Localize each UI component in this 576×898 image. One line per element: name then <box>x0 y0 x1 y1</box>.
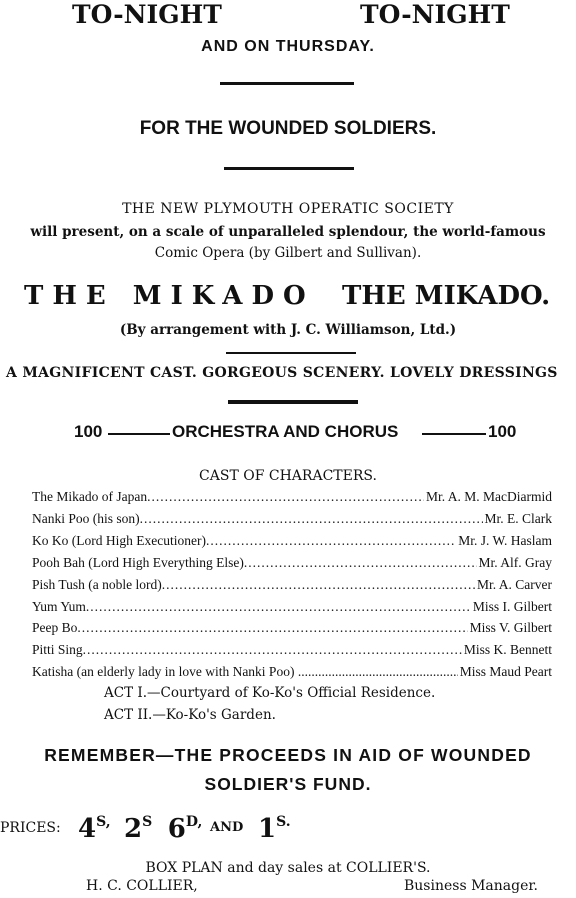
price-and: AND <box>210 820 244 835</box>
act-one: ACT I.—Courtyard of Ko-Ko's Official Residence. <box>104 685 436 701</box>
orchestra-dash-right <box>422 433 486 435</box>
divider-2 <box>224 167 354 170</box>
cast-actor: Mr. J. W. Haslam <box>458 533 552 548</box>
price-two-six: 2S 6D, <box>124 814 203 844</box>
cast-role: Pooh Bah (Lord High Everything Else) <box>32 555 244 570</box>
prices-label: PRICES: <box>0 820 61 836</box>
cast-row <box>32 511 552 527</box>
cast-row <box>32 664 552 680</box>
cast-role: Nanki Poo (his son) <box>32 511 140 526</box>
remember-line-1: REMEMBER—THE PROCEEDS IN AID OF WOUNDED <box>44 745 532 765</box>
cast-actor: Mr. A. M. MacDiarmid <box>426 489 552 504</box>
cast-actor: Miss Maud Peart <box>459 664 552 679</box>
cast-actor: Miss K. Bennett <box>463 642 552 657</box>
tonight-header <box>0 0 576 30</box>
orchestra-dash-left <box>108 433 170 435</box>
cast-actor: Mr. A. Carver <box>477 577 552 592</box>
cast-actor: Miss I. Gilbert <box>472 599 552 614</box>
cast-row <box>32 533 552 549</box>
cast-role: Pish Tush (a noble lord) <box>32 577 162 592</box>
cast-row <box>32 599 552 615</box>
price-four: 4S, <box>78 814 111 844</box>
remember-line-2: SOLDIER'S FUND. <box>204 774 372 794</box>
price-one: 1S. <box>258 814 291 844</box>
box-plan-line: BOX PLAN and day sales at COLLIER'S. <box>145 860 431 876</box>
manager-name: H. C. COLLIER, <box>86 878 198 894</box>
cast-heading: CAST OF CHARACTERS. <box>199 468 377 484</box>
cast-role: Katisha (an elderly lady in love with Nanki Poo) .. <box>32 664 305 679</box>
tonight-right: TO-NIGHT <box>360 0 510 29</box>
divider-4 <box>228 400 358 404</box>
intro-line-3: Comic Opera (by Gilbert and Sullivan). <box>154 245 422 261</box>
divider-1 <box>220 82 354 85</box>
orchestra-count-left: 100 <box>74 422 103 441</box>
title-right: THE MIKADO. <box>342 281 551 311</box>
cast-role: Yum Yum <box>32 599 86 614</box>
cast-row <box>32 555 552 571</box>
society-name: THE NEW PLYMOUTH OPERATIC SOCIETY <box>122 201 454 217</box>
divider-3 <box>226 352 356 354</box>
title-left: THE MIKADO <box>24 281 315 311</box>
tonight-left: TO-NIGHT <box>72 0 222 29</box>
cast-role: Pitti Sing <box>32 642 83 657</box>
prices-line <box>0 814 576 854</box>
and-on-thursday: AND ON THURSDAY. <box>201 38 375 55</box>
cast-actor: Mr. Alf. Gray <box>478 555 552 570</box>
purpose-line: FOR THE WOUNDED SOLDIERS. <box>139 118 437 139</box>
cast-actor: Miss V. Gilbert <box>469 620 552 635</box>
cast-row <box>32 642 552 658</box>
cast-actor: Mr. E. Clark <box>484 511 552 526</box>
highlights-line: A MAGNIFICENT CAST. GORGEOUS SCENERY. LOVELY DRESSINGS <box>6 365 558 381</box>
cast-role: The Mikado of Japan <box>32 489 148 504</box>
orchestra-label: ORCHESTRA AND CHORUS <box>172 422 399 441</box>
cast-row <box>32 489 552 505</box>
arrangement-line: (By arrangement with J. C. Williamson, Ltd.) <box>119 322 457 338</box>
orchestra-count-right: 100 <box>488 422 517 441</box>
cast-role: Peep Bo <box>32 620 78 635</box>
intro-line-2: will present, on a scale of unparalleled splendour, the world-famous <box>30 224 546 240</box>
cast-role: Ko Ko (Lord High Executioner) <box>32 533 206 548</box>
cast-row <box>32 577 552 593</box>
manager-role: Business Manager. <box>404 878 538 894</box>
act-two: ACT II.—Ko-Ko's Garden. <box>104 707 276 723</box>
cast-row <box>32 620 552 636</box>
